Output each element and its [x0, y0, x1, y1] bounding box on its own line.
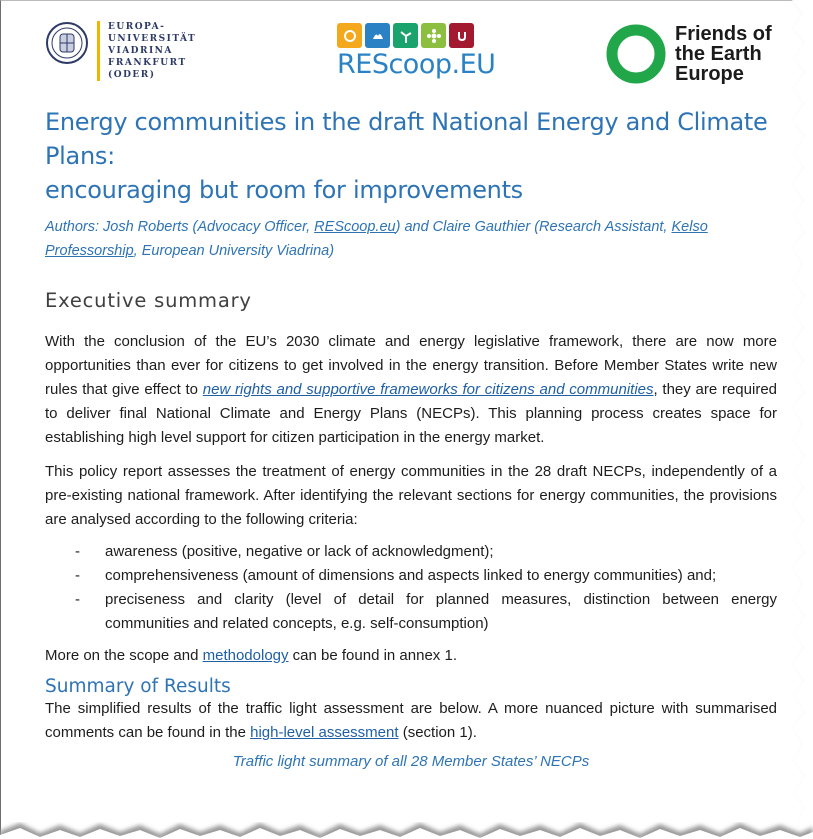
university-name: EUROPA- UNIVERSITÄT VIADRINA FRANKFURT (ODER) [108, 22, 197, 80]
criteria-item: - preciseness and clarity (level of detail for planned measures, distinction between energy communities and related concepts, e.g. self-consumption) [75, 591, 777, 632]
university-logo [45, 21, 196, 81]
methodology-paragraph: More on the scope and methodology can be found in annex 1. [45, 647, 457, 664]
sun-icon [337, 23, 362, 48]
rescoop-logo [337, 23, 496, 80]
friends-of-the-earth-logo [605, 23, 772, 85]
new-rights-link[interactable]: new rights and supportive frameworks for citizens and communities [202, 381, 654, 398]
criteria-list [45, 540, 777, 636]
university-accent-bar [97, 21, 100, 81]
summary-of-results-heading: Summary of Results [45, 676, 231, 697]
figure-caption: Traffic light summary of all 28 Member States’ NECPs [232, 753, 590, 770]
flower-icon [421, 23, 446, 48]
document-title: Energy communities in the draft National Energy and Climate Plans: encouraging but room for improvements [45, 108, 768, 204]
assessment-paragraph: This policy report assesses the treatment of energy communities in the 28 draft NECPs, independently of a pre-existing national framework. After identifying the relevant sections for energy communities, the provisions are analysed according to the following criteria: [45, 463, 777, 528]
rescoop-link[interactable]: REScoop.eu [314, 219, 396, 235]
intro-paragraph: With the conclusion of the EU’s 2030 climate and energy legislative framework, there are now more opportunities than ever for citizens to get involved in the energy transition. Before Member States write new rules that give effect to new rights and supportive frameworks for citizens and communities, they are required to deliver final National Climate and Energy Plans (NECPs). This planning process creates space for establishing high level support for citizen participation in the energy market. [45, 333, 777, 446]
power-plug-icon [449, 23, 474, 48]
kelso-professorship-link[interactable]: Kelso Professorship [45, 219, 708, 259]
rescoop-wordmark: REScoop.EU [337, 49, 496, 80]
foe-ring-icon [605, 23, 667, 85]
high-level-assessment-link[interactable]: high-level assessment [250, 724, 399, 741]
university-seal-icon [45, 21, 89, 65]
logo-header [1, 1, 801, 96]
methodology-link[interactable]: methodology [202, 647, 289, 664]
document-body [45, 105, 777, 773]
criteria-item: - comprehensiveness (amount of dimensions and aspects linked to energy communities) and; [75, 567, 717, 584]
results-paragraph: The simplified results of the traffic light assessment are below. A more nuanced picture with summarised comments can be found in the high-level assessment (section 1). [45, 700, 777, 741]
water-icon [365, 23, 390, 48]
wind-turbine-icon [393, 23, 418, 48]
criteria-item: - awareness (positive, negative or lack of acknowledgment); [75, 543, 494, 560]
foe-name: Friends of the Earth Europe [675, 23, 772, 85]
rescoop-icons [337, 23, 487, 48]
executive-summary-heading: Executive summary [45, 289, 252, 312]
authors-line: Authors: Josh Roberts (Advocacy Officer, REScoop.eu) and Claire Gauthier (Research Assistant, Kelso Professorship, European University Viadrina) [45, 219, 708, 259]
